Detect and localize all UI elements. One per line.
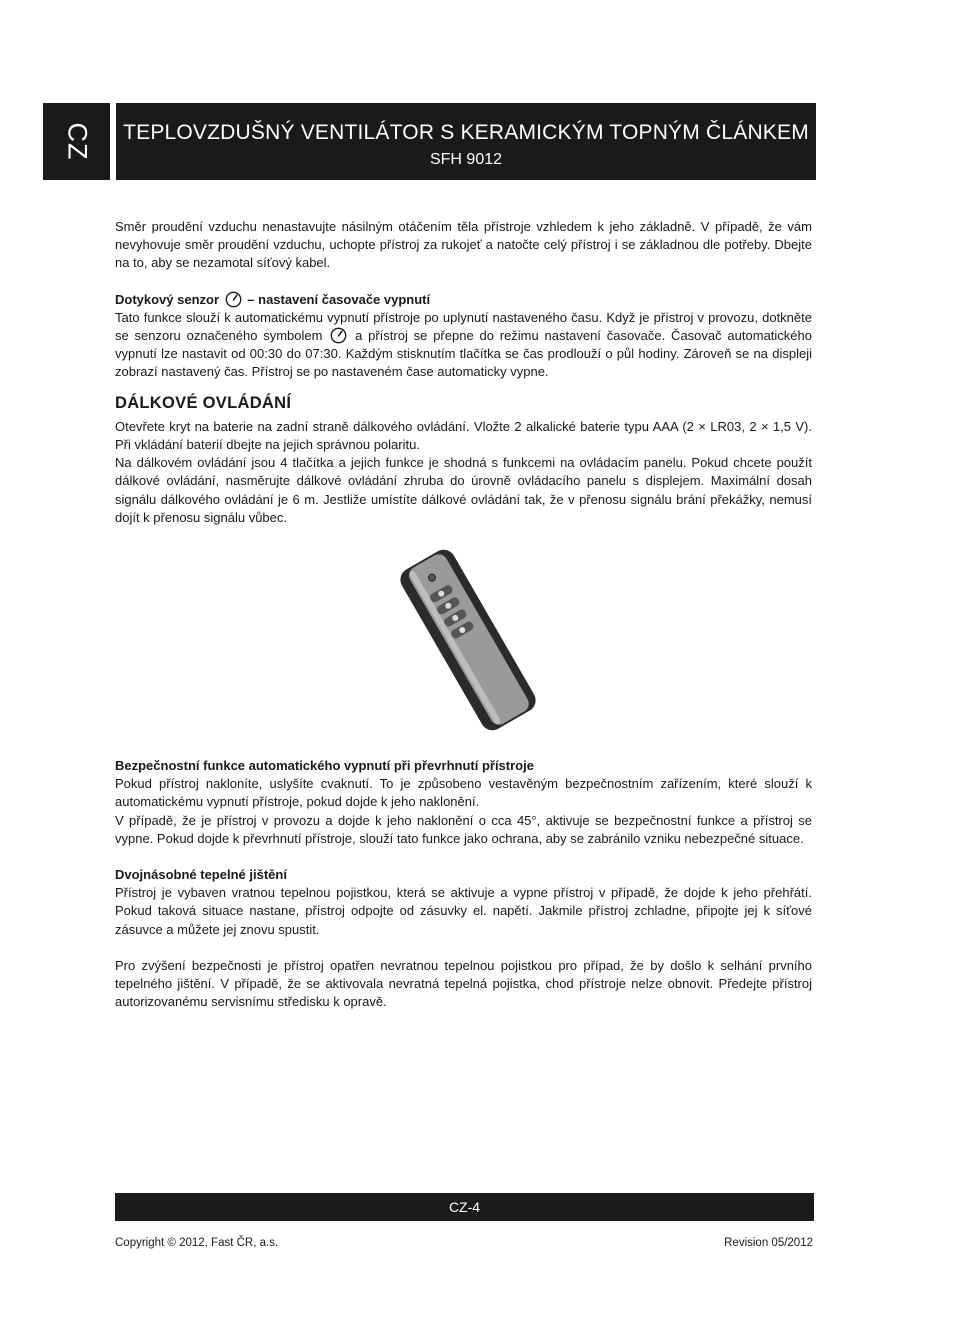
language-code: CZ: [62, 122, 92, 161]
page-title: TEPLOVZDUŠNÝ VENTILÁTOR S KERAMICKÝM TOPNÝM ČLÁNKEM: [123, 121, 809, 144]
tip-over-paragraph-2: V případě, že je přístroj v provozu a dojde k jeho naklonění o cca 45°, aktivuje se bezpečnostní funkce a přístroj se vypne. Pokud dojde k převrhnutí přístroje, slouží tato funkce jako ochrana, aby se zabránilo vzniku nebezpečné situace.: [115, 812, 812, 846]
timer-icon: [225, 291, 242, 308]
remote-paragraph-1: Otevřete kryt na baterie na zadní straně dálkového ovládání. Vložte 2 alkalické baterie typu AAA (2 × LR03, 2 × 1,5 V). Při vkládání baterií dbejte na jejich správnou polaritu.: [115, 418, 812, 453]
thermal-paragraph-2: Pro zvýšení bezpečnosti je přístroj opatřen nevratnou tepelnou pojistkou pro případ, že by došlo k selhání prvního tepelného jištění. V případě, že se aktivovala nevratná tepelná pojistka, chod přístroje nelze obnovit. Předejte přístroj autorizovanému servisnímu středisku k opravě.: [115, 957, 812, 1010]
model-number: SFH 9012: [429, 151, 503, 168]
main-content: [115, 218, 812, 1011]
page-number: CZ-4: [448, 1199, 481, 1215]
remote-heading: DÁLKOVÉ OVLÁDÁNÍ: [115, 393, 292, 412]
tip-over-heading: Bezpečnostní funkce automatického vypnutí při převrhnutí přístroje: [115, 758, 534, 774]
touch-sensor-text: Tato funkce slouží k automatickému vypnutí přístroje po uplynutí nastaveného času. Když je přístroj v provozu, dotkněte se senzoru označeného symbolem a přístroj se přepne do režimu nastavení časovače. Časovač automatického vypnutí lze nastavit od 00:30 do 07:30. Každým stisknutím tlačítka se čas prodlouží o půl hodiny. Zároveň se na displeji zobrazí nastavený čas. Přístroj se po nastaveném čase automaticky vypne.: [115, 309, 812, 380]
title-bar: [116, 103, 816, 180]
thermal-heading: Dvojnásobné tepelné jištění: [115, 867, 287, 883]
tip-over-paragraph-1: Pokud přístroj nakloníte, uslyšíte cvaknutí. To je způsobeno vestavěným bezpečnostním zařízením, které slouží k automatickému vypnutí přístroje, pokud dojde k jeho naklonění.: [115, 776, 812, 810]
timer-icon: [330, 327, 347, 344]
page-number-bar: [115, 1193, 814, 1221]
touch-sensor-heading: Dotykový senzor – nastavení časovače vypnutí: [115, 291, 431, 307]
remote-figure: [115, 541, 812, 739]
copyright: Copyright © 2012, Fast ČR, a.s.: [115, 1237, 279, 1249]
remote-paragraph-2: Na dálkovém ovládání jsou 4 tlačítka a jejich funkce je shodná s funkcemi na ovládacím panelu. Pokud chcete použít dálkové ovládání, nasměrujte dálkové ovládání zhruba do úrovně ovládacího panelu s displejem. Maximální dosah signálu dálkového ovládání je 6 m. Jestliže umístíte dálkové ovládání tak, že v přenosu signálu brání překážky, nemusí dojít k přenosu signálu vůbec.: [115, 455, 812, 525]
language-tab: [43, 103, 110, 180]
intro-paragraph: Směr proudění vzduchu nenastavujte násilným otáčením těla přístroje vzhledem k jeho základně. V případě, že vám nevyhovuje směr proudění vzduchu, uchopte přístroj za rukojeť a natočte celý přístroj i se základnou dle potřeby. Dbejte na to, aby se nezamotal síťový kabel.: [115, 219, 812, 271]
remote-control-image: [383, 541, 553, 739]
thermal-paragraph-1: Přístroj je vybaven vratnou tepelnou pojistkou, která se aktivuje a vypne přístroj v případě, že dojde k jeho přehřátí. Pokud taková situace nastane, přístroj odpojte od zásuvky el. napětí. Jakmile přístroj zchladne, připojte jej k síťové zásuvce a můžete jej znovu spustit.: [115, 885, 812, 937]
revision: Revision 05/2012: [724, 1237, 813, 1249]
